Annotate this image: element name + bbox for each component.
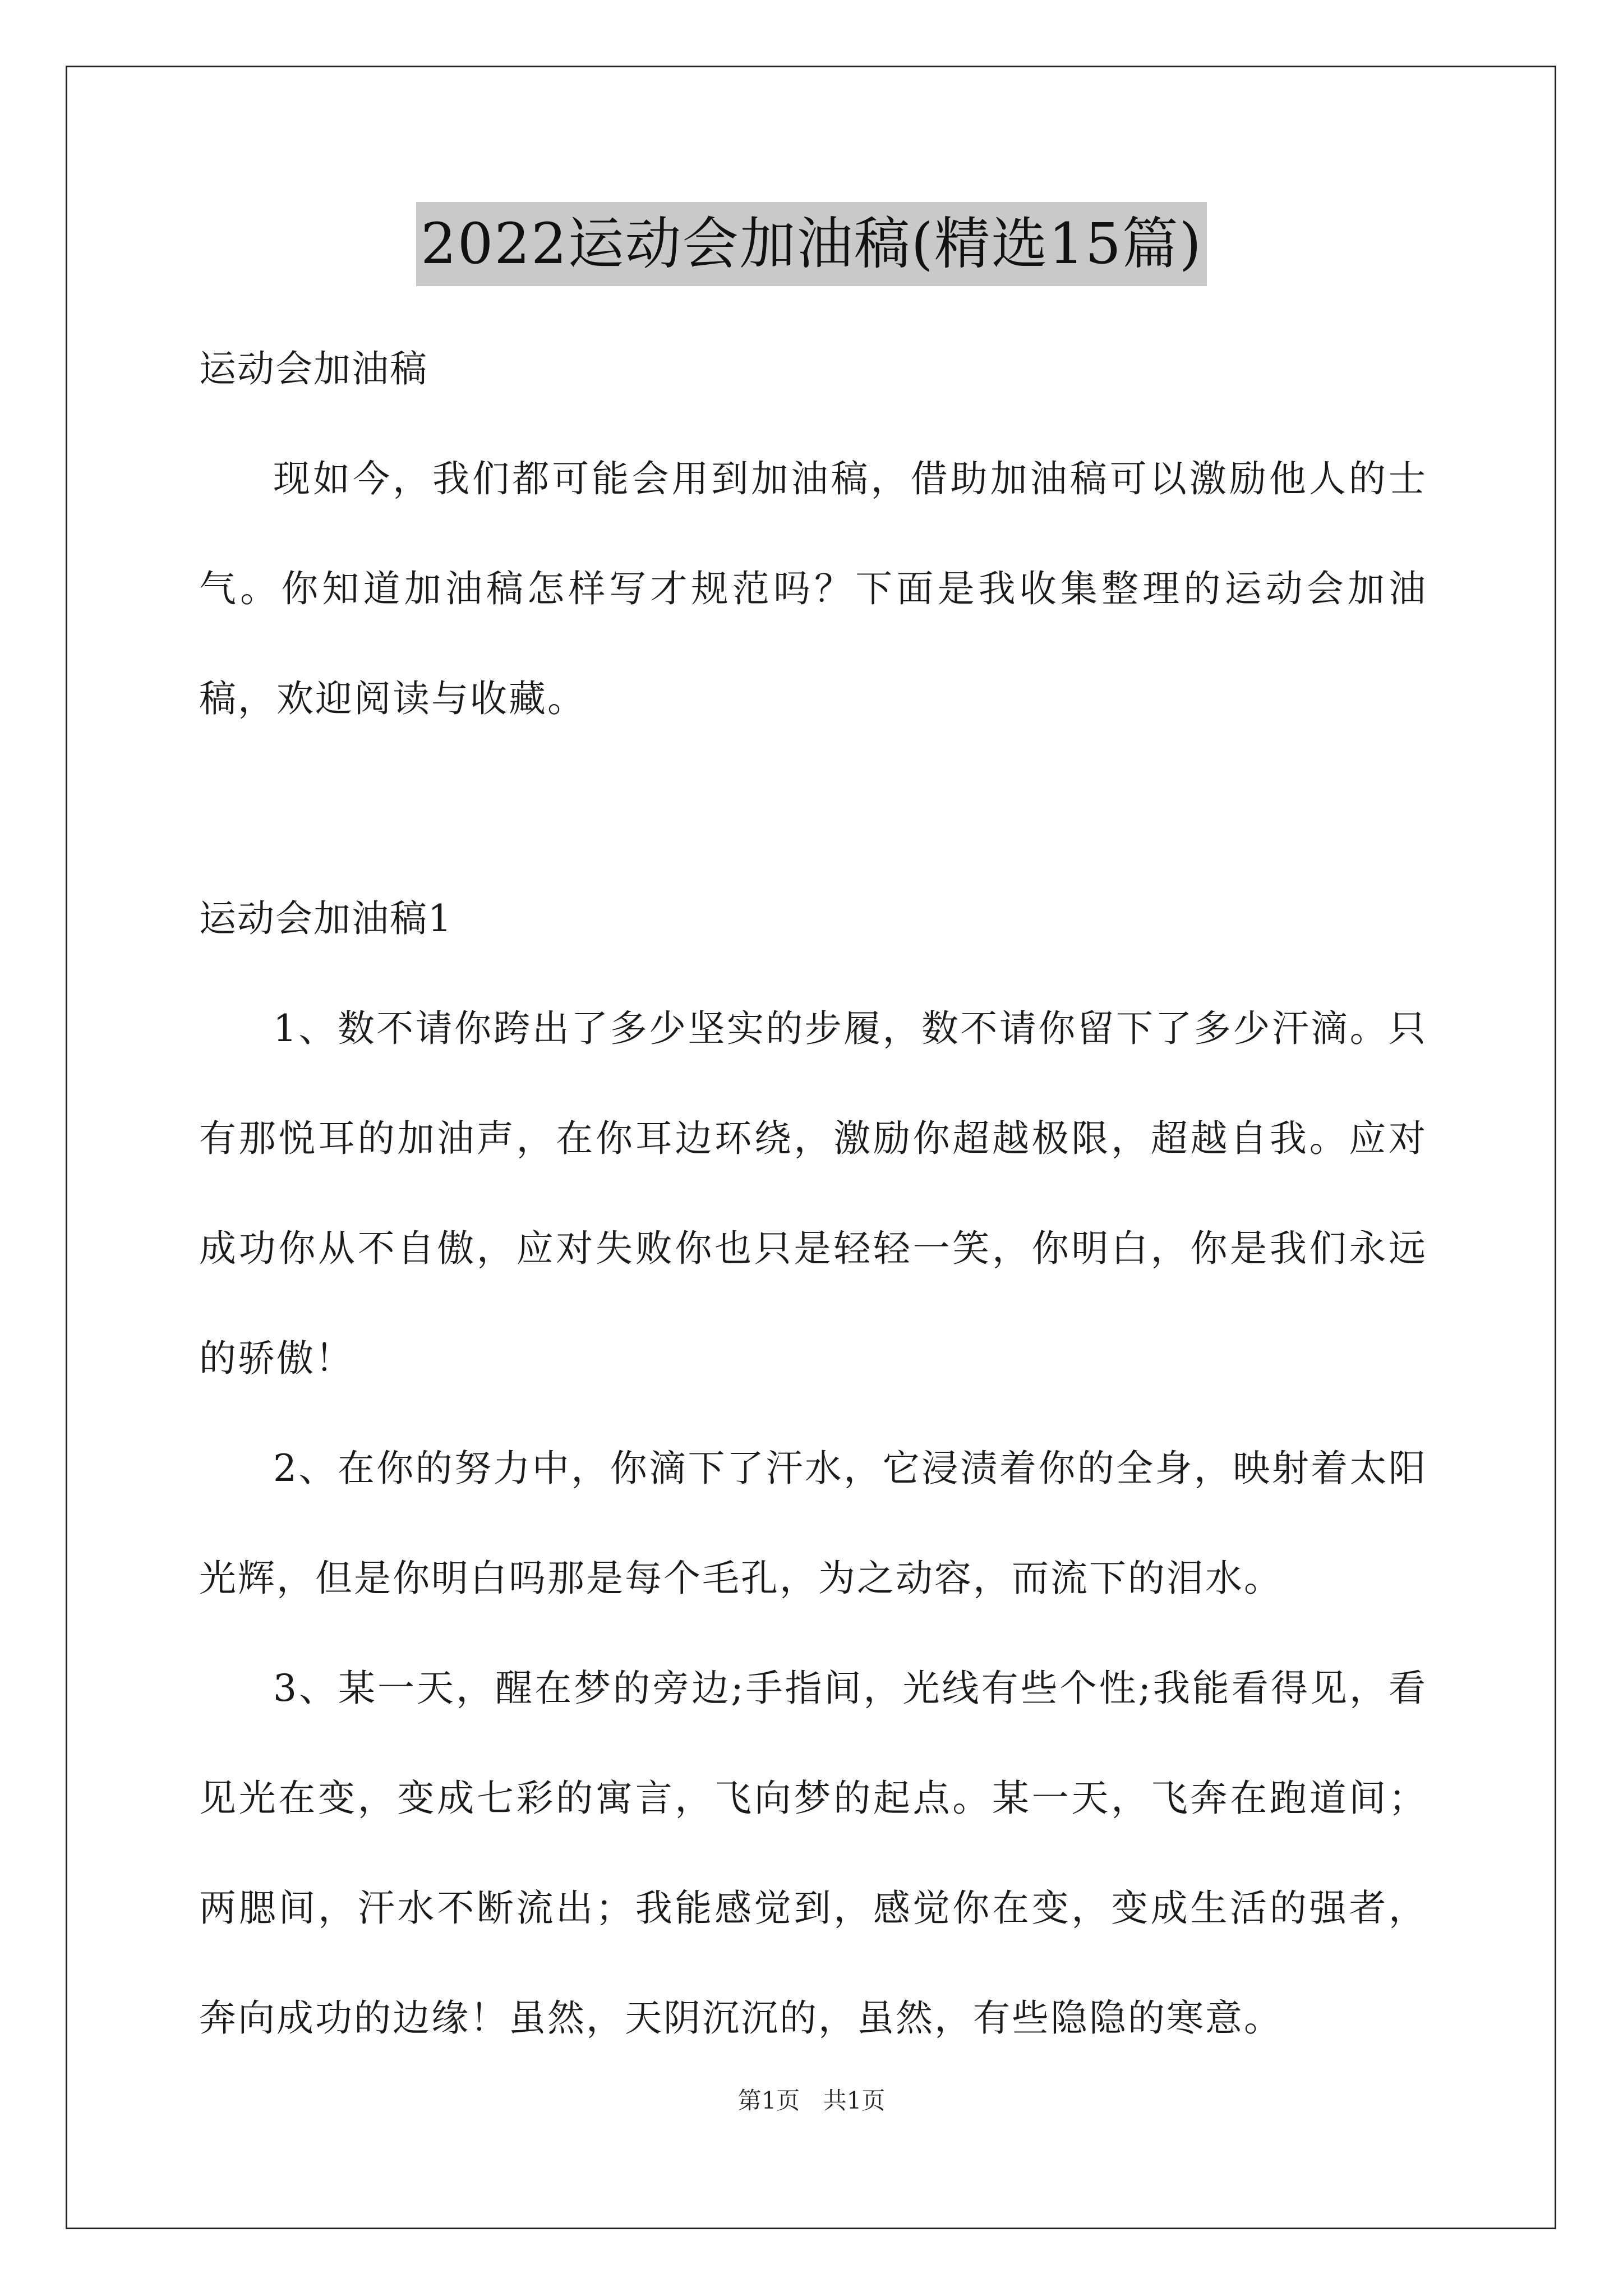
title-container <box>0 202 1623 286</box>
body-paragraph-2: 2、在你的努力中，你滴下了汗水，它浸渍着你的全身，映射着太阳光辉，但是你明白吗那是每个毛孔，为之动容，而流下的泪水。 <box>199 1447 1427 1600</box>
section-spacer <box>199 754 1427 864</box>
body-paragraph-1: 1、数不请你跨出了多少坚实的步履，数不请你留下了多少汗滴。只有那悦耳的加油声，在你耳边环绕，激励你超越极限，超越自我。应对成功你从不自傲，应对失败你也只是轻轻一笑，你明白，你是我们永远的骄傲！ <box>199 1007 1427 1380</box>
page-number-current: 第1页 <box>737 2087 800 2114</box>
intro-paragraph: 现如今，我们都可能会用到加油稿，借助加油稿可以激励他人的士气。你知道加油稿怎样写才规范吗？下面是我收集整理的运动会加油稿，欢迎阅读与收藏。 <box>199 457 1427 720</box>
body-paragraph-3: 3、某一天，醒在梦的旁边;手指间，光线有些个性;我能看得见，看见光在变，变成七彩的寓言，飞向梦的起点。某一天，飞奔在跑道间；两腮间，汗水不断流出；我能感觉到，感觉你在变，变成生活的强者，奔向成功的边缘！虽然，天阴沉沉的，虽然，有些隐隐的寒意。 <box>199 1667 1427 2040</box>
page-footer <box>0 2084 1623 2118</box>
section-heading: 运动会加油稿1 <box>199 897 453 940</box>
document-title: 2022运动会加油稿(精选15篇) <box>416 202 1207 286</box>
intro-heading: 运动会加油稿 <box>199 347 428 390</box>
page-number-total: 共1页 <box>823 2087 886 2114</box>
document-body <box>199 314 1427 2073</box>
